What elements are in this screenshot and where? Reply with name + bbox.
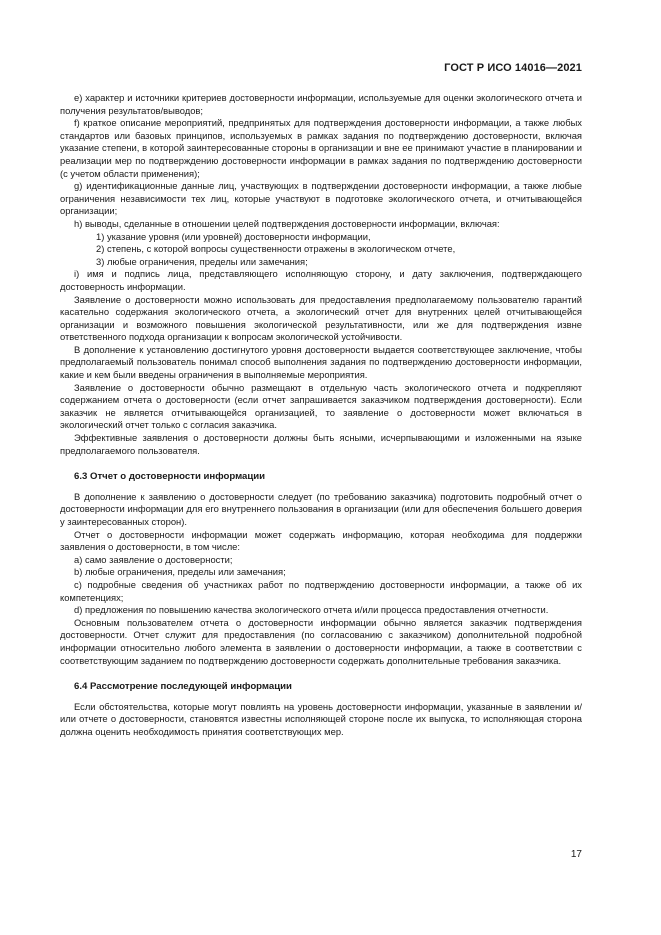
sub-item-2: 2) степень, с которой вопросы существенности отражены в экологическом отчете, bbox=[96, 243, 456, 255]
sub-item-1: 1) указание уровня (или уровней) достоверности информации, bbox=[96, 230, 371, 242]
body-paragraph: Если обстоятельства, которые могут повлиять на уровень достоверности информации, указанные в заявлении и/или отчете о достоверности, становятся известны исполняющей стороне после их выпуска, то исполняющая сторона должна оценить необходимость принятия соответствующих мер. bbox=[60, 700, 582, 737]
section-heading-6-3: 6.3 Отчет о достоверности информации bbox=[74, 471, 266, 483]
list-item-i: i) имя и подпись лица, представляющего исполняющую сторону, и дату заключения, подтверждающего достоверность информации. bbox=[60, 268, 582, 292]
body-paragraph: В дополнение к установлению достигнутого уровня достоверности выдается соответствующее заключение, чтобы предполагаемый пользователь понимал способ выполнения задания по подтверждению достоверности информации, какие и кем были введены ограничения в выполняемые мероприятия. bbox=[60, 343, 582, 381]
body-paragraph: Отчет о достоверности информации может содержать информацию, которая необходима для поддержки заявления о достоверности, в том числе: bbox=[60, 528, 582, 553]
sub-item-3: 3) любые ограничения, пределы или замечания; bbox=[96, 255, 308, 267]
list-item-a: a) само заявление о достоверности; bbox=[74, 553, 233, 565]
list-item-g: g) идентификационные данные лиц, участвующих в подтверждении достоверности информации, а также любые ограничения независимости тех лиц, которые участвуют в подготовке экологического отчета, и отчитывающейся организации; bbox=[60, 180, 582, 217]
body-paragraph: В дополнение к заявлению о достоверности следует (по требованию заказчика) подготовить подробный отчет о достоверности информации для его внутреннего пользования в организации (или для обеспечения большего доверия у заинтересованных сторон). bbox=[60, 490, 582, 527]
body-paragraph: Основным пользователем отчета о достоверности информации обычно является заказчик подтверждения достоверности. Отчет служит для предоставления (по согласованию с заказчиком) дополнительной подробной информации относительно любого элемента в заявлении о достоверности информации, а также в соответствии с соответствующим заданием по подтверждению достоверности содержать дополнительные требования заказчика. bbox=[60, 616, 582, 666]
list-item-h: h) выводы, сделанные в отношении целей подтверждения достоверности информации, включая: bbox=[74, 217, 500, 229]
list-item-b: b) любые ограничения, пределы или замечания; bbox=[74, 566, 286, 578]
page-number: 17 bbox=[570, 849, 582, 860]
body-paragraph: Заявление о достоверности обычно размещают в отдельную часть экологического отчета и подкрепляют содержанием отчета о достоверности (если отчет запрашивается заказчиком подтверждения достоверности). Если заказчик не является отчитывающейся организацией, то заявление о достоверности может включаться в экологический отчет только с согласия заказчика. bbox=[60, 381, 582, 431]
section-heading-6-4: 6.4 Рассмотрение последующей информации bbox=[74, 681, 292, 693]
document-code-header: ГОСТ Р ИСО 14016—2021 bbox=[444, 62, 582, 74]
list-item-f: f) краткое описание мероприятий, предпринятых для подтверждения достоверности информации, а также любых стандартов или базовых принципов, используемых в рамках задания по подтверждению достоверности, включая указание степени, в которой заинтересованные стороны в организации и вне ее принимают участие в планировании и реализации мер по подтверждению достоверности информации в рамках задания по подтверждению достоверности (с учетом области применения); bbox=[60, 117, 582, 179]
body-paragraph: Заявление о достоверности можно использовать для предоставления предполагаемому пользователю гарантий касательно содержания экологического отчета, а экологический отчет для внутренних целей отчитывающейся организации и возможного повышения экологической результативности, или же для подтверждения извне ответственного подхода организации к вопросам экологической устойчивости. bbox=[60, 293, 582, 343]
list-item-c: c) подробные сведения об участниках работ по подтверждению достоверности информации, а также об их компетенциях; bbox=[60, 578, 582, 603]
list-item-e: e) характер и источники критериев достоверности информации, используемые для оценки экологического отчета и получения результатов/выводов; bbox=[60, 92, 582, 116]
list-item-d: d) предложения по повышению качества экологического отчета и/или процесса предоставления отчетности. bbox=[74, 604, 549, 616]
document-body bbox=[60, 92, 582, 739]
body-paragraph: Эффективные заявления о достоверности должны быть ясными, исчерпывающими и изложенными на языке предполагаемого пользователя. bbox=[60, 432, 582, 456]
